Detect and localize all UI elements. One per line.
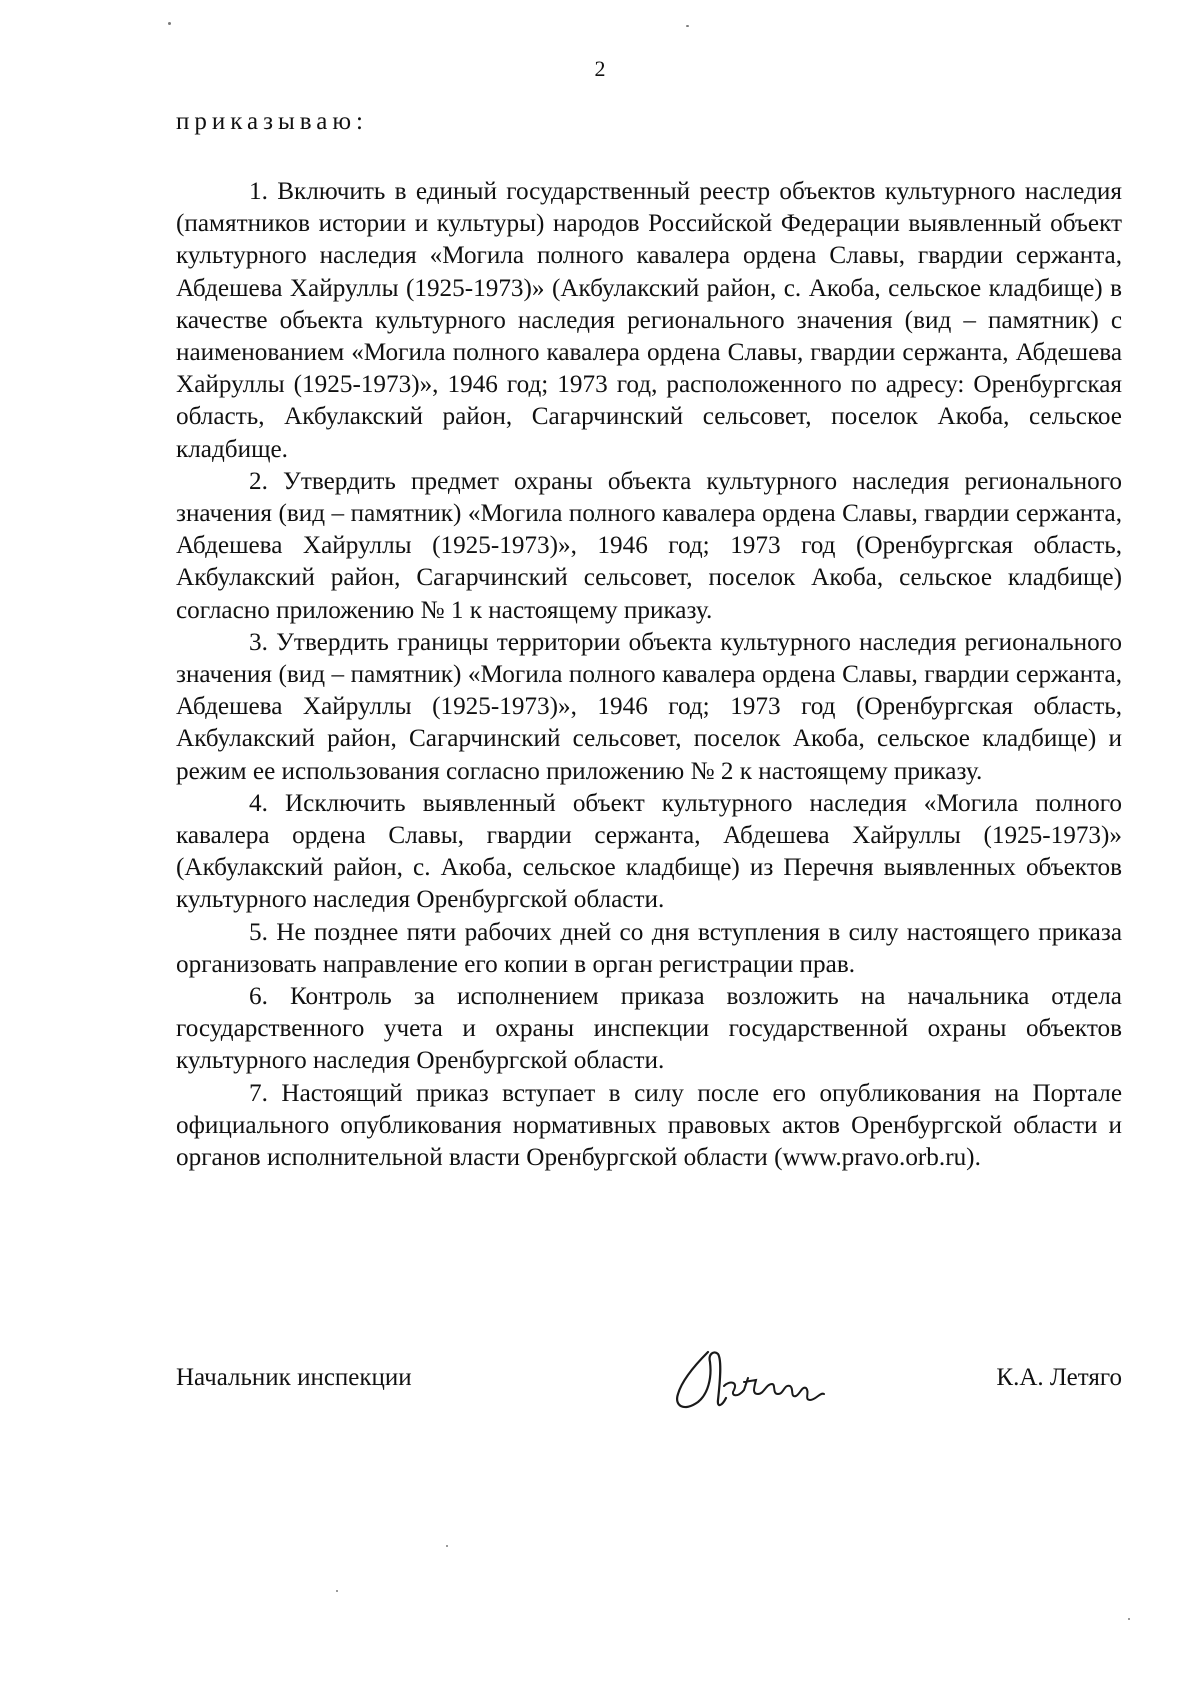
scan-speck: [1128, 1618, 1130, 1620]
order-item-5: 5. Не позднее пяти рабочих дней со дня вступления в силу настоящего приказа организовать направление его копии в орган регистрации прав.: [176, 918, 1122, 978]
order-item-6: 6. Контроль за исполнением приказа возложить на начальника отдела государственного учета и охраны инспекции государственной охраны объектов культурного наследия Оренбургской области.: [176, 983, 1122, 1075]
order-item-7: 7. Настоящий приказ вступает в силу после его опубликования на Портале официального опубликования нормативных правовых актов Оренбургской области и органов исполнительной власти Оренбургской области (www.pravo.orb.ru).: [176, 1079, 1122, 1172]
order-item-1: 1. Включить в единый государственный реестр объектов культурного наследия (памятников истории и культуры) народов Российской Федерации выявленный объект культурного наследия «Могила полного кавалера ордена Славы, гвардии сержанта, Абдешева Хайруллы (1925-1973)» (Акбулакский район, с. Акоба, сельское кладбище) в качестве объекта культурного наследия регионального значения (вид – памятник) с наименованием «Могила полного кавалера ордена Славы, гвардии сержанта, Абдешева Хайруллы (1925-1973)», 1946 год; 1973 год, расположенного по адресу: Оренбургская область, Акбулакский район, Сагарчинский сельсовет, поселок Акоба, сельское кладбище.: [176, 178, 1122, 463]
order-item-2: 2. Утвердить предмет охраны объекта культурного наследия регионального значения (вид – памятник) «Могила полного кавалера ордена Славы, гвардии сержанта, Абдешева Хайруллы (1925-1973)», 1946 год; 1973 год (Оренбургская область, Акбулакский район, Сагарчинский сельсовет, поселок Акоба, сельское кладбище) согласно приложению № 1 к настоящему приказу.: [176, 467, 1122, 624]
scan-speck: [686, 25, 689, 27]
order-item-3: 3. Утвердить границы территории объекта культурного наследия регионального значения (вид – памятник) «Могила полного кавалера ордена Славы, гвардии сержанта, Абдешева Хайруллы (1925-1973)», 1946 год; 1973 год (Оренбургская область, Акбулакский район, Сагарчинский сельсовет, поселок Акоба, сельское кладбище) и режим ее использования согласно приложению № 2 к настоящему приказу.: [176, 628, 1122, 785]
signatory-title: Начальник инспекции: [176, 1364, 412, 1391]
signatory-name: К.А. Летяго: [996, 1364, 1122, 1391]
handwritten-signature: [668, 1342, 838, 1420]
order-item-4: 4. Исключить выявленный объект культурного наследия «Могила полного кавалера ордена Славы, гвардии сержанта, Абдешева Хайруллы (1925-1973)» (Акбулакский район, с. Акоба, сельское кладбище) из Перечня выявленных объектов культурного наследия Оренбургской области.: [176, 789, 1122, 914]
scan-speck: [446, 1545, 448, 1547]
order-heading: приказываю:: [176, 108, 368, 135]
scan-speck: [336, 1590, 338, 1592]
page-number: 2: [594, 56, 606, 81]
signature-block: [176, 1356, 1122, 1426]
order-body: [176, 176, 1122, 1174]
scan-speck: [168, 22, 171, 25]
